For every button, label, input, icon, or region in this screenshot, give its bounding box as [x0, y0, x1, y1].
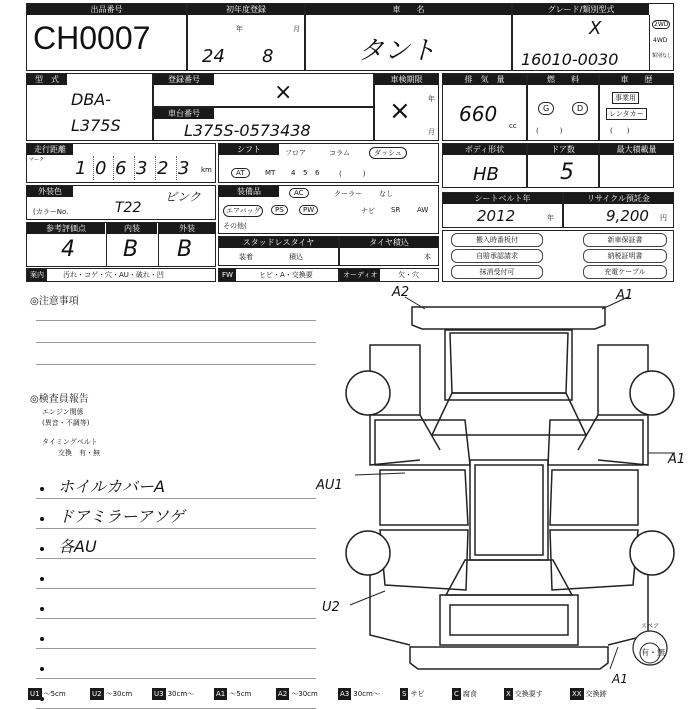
gear-4: 4 — [291, 169, 296, 177]
car-name-value: タント — [358, 36, 437, 66]
inspector-line — [36, 648, 316, 649]
equipment-airbag: エアバッグ — [223, 205, 263, 217]
exterior-score-header: 外装 — [159, 223, 215, 234]
doc-warranty: 新車保証書 — [583, 233, 667, 247]
legend-meaning: ～30cm — [291, 690, 318, 698]
recycle-box — [563, 192, 674, 228]
legend-code: U2 — [92, 690, 102, 698]
bullet-dot — [40, 637, 44, 641]
tires-box — [339, 236, 439, 266]
lot-number-header: 出品番号 — [27, 4, 186, 15]
displacement-header: 排 気 量 — [443, 74, 526, 85]
ref-score-value: 4 — [61, 237, 75, 262]
bullet-dot — [40, 487, 44, 491]
history-box — [599, 73, 674, 141]
bullet-dot — [40, 607, 44, 611]
damage-label: A2 — [392, 285, 410, 300]
inspector-line — [36, 678, 316, 679]
spare-value: 有・無 — [641, 648, 665, 657]
legend-code: X — [506, 690, 511, 698]
first-registration-box — [187, 3, 305, 71]
shift-dash-option: ダッシュ — [369, 147, 407, 159]
guide-box — [26, 268, 216, 282]
gear-6: 6 — [315, 169, 320, 177]
first-reg-month: 8 — [262, 46, 274, 67]
legend-meaning: 30cm～ — [353, 690, 380, 698]
damage-label: AU1 — [316, 478, 343, 493]
doors-box — [527, 143, 599, 188]
tires-header: タイヤ積込 — [340, 237, 438, 248]
legend-meaning: ～5cm — [43, 690, 66, 698]
inspector-item: ドアミラーアソゲ — [58, 507, 185, 526]
fuel-diesel-option: D — [572, 102, 588, 115]
history-other: ( ) — [610, 127, 630, 135]
legend-code: U3 — [154, 690, 164, 698]
shift-column-option: コラム — [329, 149, 350, 157]
bullet-dot — [40, 577, 44, 581]
drive-options — [649, 15, 674, 70]
history-header: 車 歴 — [600, 74, 673, 85]
lot-number-value: CH0007 — [33, 20, 151, 56]
equipment-none: なし — [379, 190, 393, 198]
legend-meaning: サビ — [410, 690, 425, 698]
body-type-value: HB — [473, 164, 499, 185]
no-type-option: 類別なし — [652, 53, 673, 59]
legend-meaning: 腐食 — [462, 690, 477, 698]
guide-label: 案内 — [27, 269, 47, 281]
equipment-sr: SR — [391, 206, 401, 214]
color-code-label: (カラーNo. — [33, 208, 69, 216]
mileage-digit: 1 — [75, 158, 87, 179]
body-type-box — [442, 143, 527, 188]
inspector-title: ◎検査員報告 — [30, 394, 89, 405]
guide-text: 汚れ・コゲ・穴・AU・破れ・凹 — [63, 271, 164, 279]
grade-box — [512, 3, 674, 71]
chassis-box — [153, 107, 374, 141]
inspection-year-label: 年 — [428, 95, 435, 103]
studless-header: スタッドレスタイヤ — [219, 237, 338, 248]
model-header: 型 式 — [27, 74, 67, 85]
inspector-line — [36, 588, 316, 589]
legend-meaning: 30cm～ — [167, 690, 195, 698]
car-name-box — [305, 3, 512, 71]
fw-box — [218, 268, 339, 282]
notes-line — [36, 342, 316, 343]
doors-header: ドア数 — [528, 144, 598, 155]
audio-box — [339, 268, 439, 282]
displacement-unit: cc — [509, 122, 517, 130]
body-type-header: ボディ形状 — [443, 144, 526, 155]
month-label: 月 — [293, 25, 300, 33]
equipment-other: その他( — [223, 222, 247, 230]
registration-value: × — [274, 80, 293, 105]
exterior-score-value: B — [177, 237, 193, 262]
inspector-line — [36, 558, 316, 559]
grade-header: グレード/類別型式 — [513, 4, 649, 15]
equipment-box — [218, 185, 439, 234]
doors-value: 5 — [560, 160, 574, 185]
first-reg-year: 24 — [202, 46, 225, 67]
legend-item — [338, 688, 382, 700]
equipment-aw: AW — [417, 206, 429, 214]
equipment-navi: ナビ — [361, 207, 375, 215]
notes-title: ◎注意事項 — [30, 296, 79, 307]
equipment-header: 装備品 — [219, 186, 279, 197]
chassis-value: L375S-0573438 — [184, 121, 311, 140]
documents-box — [442, 230, 674, 282]
shift-other: ( ) — [339, 170, 366, 178]
legend-code: A3 — [340, 690, 350, 698]
doc-tax: 納税証明書 — [583, 249, 667, 263]
inspector-item: ホイルカバーA — [58, 477, 165, 496]
engine-label: エンジン関係 — [42, 408, 84, 416]
legend-code: S — [402, 690, 407, 698]
fuel-box — [527, 73, 599, 141]
color-code-value: T22 — [115, 200, 142, 216]
history-rental-option: レンタカー — [606, 108, 647, 120]
fw-text: ヒビ・A・交換要 — [259, 271, 313, 279]
equipment-ac: AC — [289, 188, 309, 198]
color-value: ピンク — [165, 190, 201, 204]
mileage-header: 走行距離 — [27, 144, 73, 155]
interior-score-value: B — [123, 237, 139, 262]
recycle-unit: 円 — [660, 214, 667, 222]
mileage-digit: 2 — [157, 158, 169, 179]
shift-box — [218, 143, 439, 183]
legend-code: XX — [572, 690, 582, 698]
fuel-other: ( ) — [536, 127, 563, 135]
ref-score-header: 参考評価点 — [27, 223, 105, 234]
bullet-dot — [40, 667, 44, 671]
4wd-option: 4WD — [653, 37, 668, 44]
studless-load: 積込 — [289, 253, 303, 261]
inspector-line — [36, 528, 316, 529]
damage-label: A1 — [668, 452, 686, 467]
timing-belt-label: タイミングベルト — [42, 438, 98, 446]
doc-charge-cable: 充電ケーブル — [583, 265, 667, 279]
mileage-marker-label: マーク — [29, 157, 45, 163]
legend-meaning: 交換要す — [514, 690, 543, 698]
legend-item — [214, 688, 253, 700]
inspection-month-label: 月 — [428, 128, 435, 136]
legend-item — [400, 688, 426, 700]
registration-header: 登録番号 — [154, 74, 214, 85]
model-line2: L375S — [71, 116, 121, 135]
seatbelt-value: 2012 — [477, 207, 516, 225]
mileage-digits — [73, 152, 199, 182]
studless-box — [218, 236, 339, 266]
2wd-option: 2WD — [654, 21, 669, 28]
legend-code: A1 — [216, 690, 226, 698]
mileage-digit: 0 — [95, 158, 107, 179]
spare-label: スペア — [641, 623, 660, 630]
fuel-header: 燃 料 — [528, 74, 598, 85]
legend-code: U1 — [30, 690, 40, 698]
legend-meaning: 交換跡 — [585, 690, 607, 698]
capacity-header: 最大積載量 — [600, 144, 673, 155]
seatbelt-header: シートベルト年 — [443, 193, 562, 204]
color-header: 外装色 — [27, 186, 73, 197]
legend-meaning: ～30cm — [105, 690, 133, 698]
mileage-unit: km — [201, 166, 212, 174]
shift-floor-option: フロア — [285, 149, 306, 157]
doc-insurance: 自賠承認請求 — [451, 249, 543, 263]
mileage-digit: 3 — [136, 158, 148, 179]
legend-item — [276, 688, 320, 700]
scores-box — [26, 222, 216, 267]
timing-belt-sub: 交換 有・無 — [58, 449, 100, 457]
legend-code: C — [454, 690, 459, 698]
legend-item — [504, 688, 545, 700]
capacity-box — [599, 143, 674, 188]
year-label: 年 — [236, 25, 243, 33]
legend-item — [90, 688, 134, 700]
gear-5: 5 — [303, 169, 308, 177]
seatbelt-box — [442, 192, 563, 228]
registration-box — [153, 73, 374, 107]
inspector-item: 各AU — [58, 537, 97, 556]
damage-label: U2 — [322, 600, 340, 615]
equipment-cooler: クーラー — [334, 190, 362, 198]
bullet-dot — [40, 517, 44, 521]
doc-plate: 搬入時番板付 — [451, 233, 543, 247]
legend-meaning: ～5cm — [229, 690, 252, 698]
mileage-digit: 3 — [178, 158, 190, 179]
fuel-gasoline-option: G — [538, 102, 554, 115]
audio-text: 欠・穴 — [398, 271, 419, 279]
notes-line — [36, 364, 316, 365]
shift-mt-option: MT — [265, 169, 276, 177]
recycle-value: 9,200 — [606, 207, 649, 225]
inspection-header: 車検期限 — [375, 74, 438, 85]
mileage-box — [26, 143, 216, 183]
legend-item — [452, 688, 479, 700]
inspector-line — [36, 618, 316, 619]
mileage-digit: 6 — [115, 158, 127, 179]
audio-label: オーディオ — [340, 269, 380, 281]
shift-header: シフト — [219, 144, 279, 155]
chassis-header: 車台番号 — [154, 108, 214, 119]
grade-value: X — [589, 18, 602, 39]
history-business-option: 事業用 — [612, 92, 639, 104]
damage-label: A1 — [616, 288, 634, 303]
studless-mount: 装着 — [239, 253, 253, 261]
recycle-header: リサイクル預託金 — [564, 193, 673, 204]
damage-label: A1 — [612, 672, 628, 686]
seatbelt-unit: 年 — [547, 214, 554, 222]
bullet-dot — [40, 547, 44, 551]
equipment-pw: PW — [299, 205, 318, 215]
shift-at-option: AT — [231, 168, 250, 178]
fw-label: FW — [219, 269, 236, 281]
model-line1: DBA- — [71, 90, 112, 109]
inspection-box — [374, 73, 439, 141]
legend-item — [28, 688, 68, 700]
equipment-ps: PS — [271, 205, 288, 215]
displacement-value: 660 — [459, 102, 498, 126]
lot-number-box — [26, 3, 187, 71]
inspection-value: × — [389, 96, 411, 126]
engine-sub-label: (異音・不調等) — [42, 419, 90, 427]
notes-line — [36, 320, 316, 321]
color-box — [26, 185, 216, 220]
tires-unit: 本 — [424, 253, 431, 261]
inspector-line — [36, 498, 316, 499]
doc-cancel: 抹消受付可 — [451, 265, 543, 279]
car-name-header: 車 名 — [306, 4, 511, 15]
type-code-value: 16010-0030 — [521, 50, 619, 69]
legend-code: A2 — [278, 690, 288, 698]
legend-item — [570, 688, 609, 700]
model-box — [26, 73, 153, 141]
displacement-box — [442, 73, 527, 141]
first-registration-header: 初年度登録 — [188, 4, 304, 15]
interior-score-header: 内装 — [107, 223, 157, 234]
legend-item — [152, 688, 196, 700]
